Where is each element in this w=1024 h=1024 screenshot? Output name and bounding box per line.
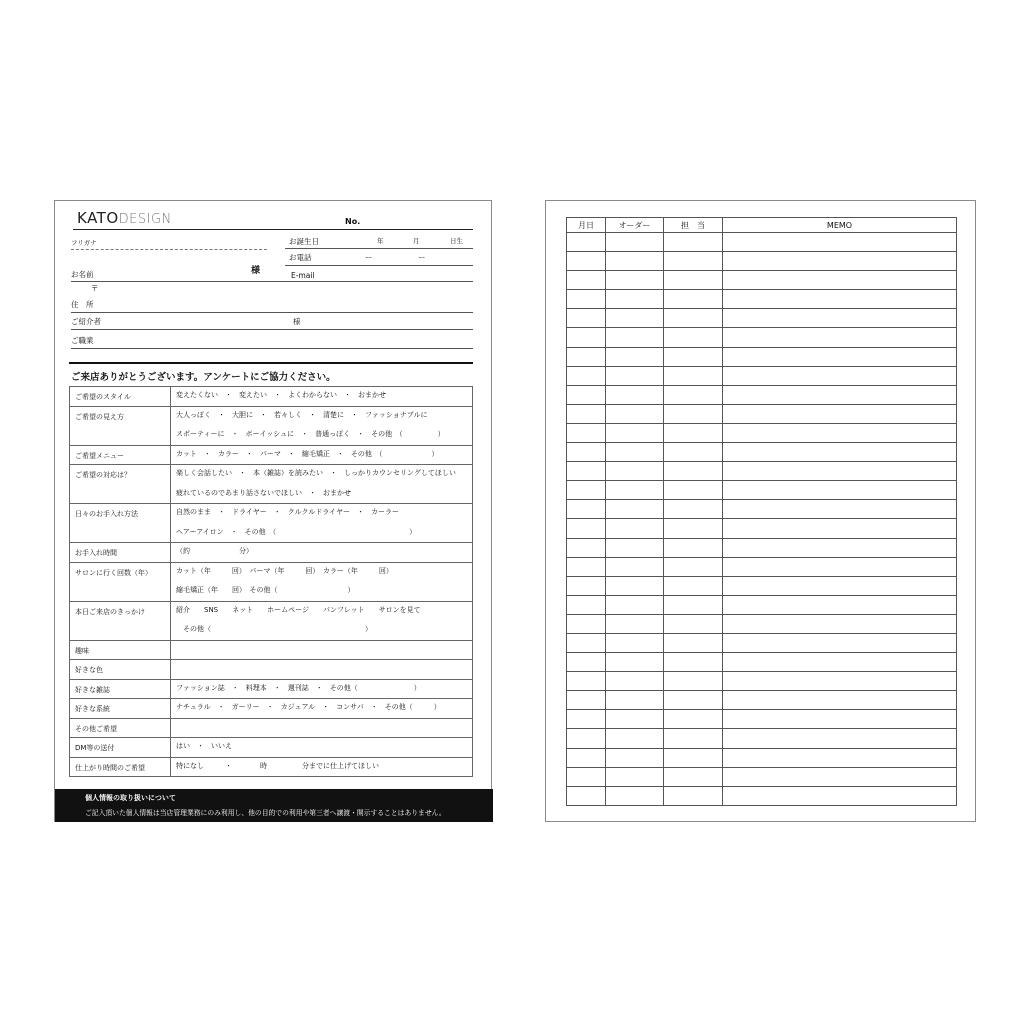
memo-cell[interactable] (723, 519, 957, 538)
privacy-footer (55, 789, 493, 822)
survey-table (69, 386, 473, 777)
memo-cell[interactable] (664, 462, 723, 481)
memo-cell[interactable] (723, 271, 957, 290)
memo-cell[interactable] (606, 271, 664, 290)
survey-question: 好きな色 (70, 660, 171, 680)
survey-question: DM等の送付 (70, 738, 171, 758)
survey-options[interactable] (171, 504, 473, 543)
survey-options[interactable] (171, 387, 473, 407)
survey-options[interactable] (171, 718, 473, 738)
memo-row (567, 557, 957, 576)
memo-row (567, 481, 957, 500)
memo-cell[interactable] (723, 252, 957, 271)
name-label: お名前 (71, 270, 94, 279)
memo-column-header: 担 当 (664, 218, 723, 233)
survey-row (70, 406, 473, 445)
memo-cell[interactable] (664, 366, 723, 385)
memo-cell[interactable] (664, 767, 723, 786)
survey-row (70, 387, 473, 407)
memo-cell[interactable] (606, 729, 664, 748)
number-label: No. (345, 217, 361, 226)
survey-question: ご希望の見え方 (70, 406, 171, 445)
memo-cell[interactable] (567, 557, 606, 576)
memo-cell[interactable] (664, 328, 723, 347)
memo-cell[interactable] (606, 462, 664, 481)
furigana-label: フリガナ (71, 239, 97, 247)
survey-options[interactable] (171, 465, 473, 504)
memo-cell[interactable] (664, 672, 723, 691)
memo-cell[interactable] (606, 748, 664, 767)
survey-option-line: 特になし ・ 時 分までに仕上げてほしい (176, 761, 379, 770)
brand-logo: KATODESIGN (77, 209, 172, 227)
survey-question: お手入れ時間 (70, 543, 171, 563)
survey-question: 日々のお手入れ方法 (70, 504, 171, 543)
survey-options[interactable] (171, 699, 473, 719)
memo-cell[interactable] (723, 500, 957, 519)
survey-row (70, 718, 473, 738)
memo-row (567, 233, 957, 252)
memo-row (567, 633, 957, 652)
memo-cell[interactable] (606, 576, 664, 595)
memo-cell[interactable] (664, 538, 723, 557)
memo-row (567, 576, 957, 595)
memo-cell[interactable] (567, 672, 606, 691)
memo-cell[interactable] (664, 633, 723, 652)
survey-question: 仕上がり時間のご希望 (70, 757, 171, 777)
memo-row (567, 404, 957, 423)
memo-cell[interactable] (606, 500, 664, 519)
memo-header-row (567, 218, 957, 233)
memo-cell[interactable] (664, 691, 723, 710)
memo-cell[interactable] (664, 271, 723, 290)
survey-question: 趣味 (70, 640, 171, 660)
memo-cell[interactable] (723, 653, 957, 672)
memo-cell[interactable] (723, 462, 957, 481)
memo-sheet (545, 200, 976, 822)
memo-cell[interactable] (723, 557, 957, 576)
memo-cell[interactable] (606, 767, 664, 786)
memo-cell[interactable] (567, 233, 606, 252)
referrer-label: ご紹介者 (71, 317, 101, 326)
memo-cell[interactable] (664, 748, 723, 767)
memo-cell[interactable] (567, 576, 606, 595)
memo-cell[interactable] (606, 233, 664, 252)
survey-row (70, 679, 473, 699)
birthday-line (285, 248, 473, 249)
memo-cell[interactable] (567, 748, 606, 767)
email-line (271, 281, 473, 282)
memo-cell[interactable] (723, 710, 957, 729)
survey-option-line: カット（年 回） パーマ（年 回） カラー（年 回） (176, 566, 393, 575)
survey-option-line: 紹介 SNS ネット ホームページ パンフレット サロンを見て (176, 605, 421, 614)
memo-row (567, 347, 957, 366)
survey-row (70, 699, 473, 719)
memo-cell[interactable] (723, 538, 957, 557)
memo-column-header: オーダー (606, 218, 664, 233)
email-label: E-mail (291, 271, 315, 280)
year-label: 年 (377, 237, 384, 245)
memo-cell[interactable] (606, 366, 664, 385)
survey-options[interactable] (171, 543, 473, 563)
memo-cell[interactable] (606, 614, 664, 633)
postal-mark: 〒 (91, 284, 99, 293)
memo-cell[interactable] (606, 633, 664, 652)
memo-cell[interactable] (723, 309, 957, 328)
memo-cell[interactable] (567, 653, 606, 672)
birthday-label: お誕生日 (289, 237, 319, 246)
survey-row (70, 757, 473, 777)
survey-option-line: 変えたくない ・ 変えたい ・ よくわからない ・ おまかせ (176, 391, 386, 399)
memo-cell[interactable] (567, 519, 606, 538)
survey-title: ご来店ありがとうございます。アンケートにご協力ください。 (71, 372, 336, 383)
memo-cell[interactable] (664, 614, 723, 633)
memo-cell[interactable] (567, 633, 606, 652)
memo-cell[interactable] (664, 786, 723, 805)
memo-cell[interactable] (606, 385, 664, 404)
survey-row (70, 640, 473, 660)
memo-row (567, 385, 957, 404)
memo-cell[interactable] (723, 481, 957, 500)
memo-cell[interactable] (664, 290, 723, 309)
memo-cell[interactable] (664, 595, 723, 614)
memo-cell[interactable] (606, 252, 664, 271)
survey-options[interactable] (171, 601, 473, 640)
memo-row (567, 595, 957, 614)
memo-row (567, 614, 957, 633)
memo-row (567, 500, 957, 519)
memo-cell[interactable] (723, 614, 957, 633)
month-label: 月 (413, 237, 420, 245)
memo-cell[interactable] (567, 462, 606, 481)
memo-row (567, 328, 957, 347)
memo-row (567, 423, 957, 442)
memo-row (567, 366, 957, 385)
memo-row (567, 748, 957, 767)
survey-options[interactable] (171, 562, 473, 601)
memo-cell[interactable] (723, 633, 957, 652)
memo-cell[interactable] (567, 595, 606, 614)
memo-cell[interactable] (664, 710, 723, 729)
memo-row (567, 653, 957, 672)
memo-cell[interactable] (664, 481, 723, 500)
memo-cell[interactable] (606, 519, 664, 538)
memo-cell[interactable] (567, 423, 606, 442)
survey-option-line: ファッション誌 ・ 料理本 ・ 週刊誌 ・ その他（ ） (176, 683, 421, 692)
phone-label: お電話 (289, 253, 312, 262)
memo-row (567, 691, 957, 710)
survey-question: 好きな系統 (70, 699, 171, 719)
memo-cell[interactable] (567, 404, 606, 423)
memo-cell[interactable] (606, 423, 664, 442)
survey-options[interactable] (171, 660, 473, 680)
memo-cell[interactable] (664, 309, 723, 328)
memo-cell[interactable] (606, 404, 664, 423)
memo-cell[interactable] (664, 404, 723, 423)
memo-cell[interactable] (567, 500, 606, 519)
memo-cell[interactable] (723, 767, 957, 786)
memo-cell[interactable] (567, 385, 606, 404)
survey-row (70, 445, 473, 465)
memo-cell[interactable] (567, 328, 606, 347)
survey-question: サロンに行く回数（年） (70, 562, 171, 601)
occupation-line (71, 348, 473, 349)
memo-cell[interactable] (567, 271, 606, 290)
memo-row (567, 271, 957, 290)
memo-cell[interactable] (606, 290, 664, 309)
memo-cell[interactable] (567, 481, 606, 500)
survey-question: ご希望の対応は？ (70, 465, 171, 504)
memo-row (567, 290, 957, 309)
memo-cell[interactable] (567, 691, 606, 710)
memo-column-header: MEMO (723, 218, 957, 233)
memo-cell[interactable] (723, 786, 957, 805)
memo-cell[interactable] (606, 347, 664, 366)
memo-cell[interactable] (567, 290, 606, 309)
memo-cell[interactable] (567, 729, 606, 748)
memo-cell[interactable] (567, 443, 606, 462)
memo-cell[interactable] (723, 290, 957, 309)
memo-row (567, 786, 957, 805)
occupation-label: ご職業 (71, 336, 94, 345)
memo-cell[interactable] (723, 691, 957, 710)
memo-cell[interactable] (606, 309, 664, 328)
survey-row (70, 601, 473, 640)
memo-cell[interactable] (664, 252, 723, 271)
memo-cell[interactable] (723, 595, 957, 614)
memo-cell[interactable] (664, 443, 723, 462)
memo-row (567, 309, 957, 328)
survey-question: ご希望のスタイル (70, 387, 171, 407)
survey-option-line: 大人っぽく ・ 大胆に ・ 若々しく ・ 清楚に ・ ファッショナブルに (176, 410, 428, 419)
memo-cell[interactable] (606, 710, 664, 729)
survey-option-line: 楽しく会話したい ・ 本（雑誌）を読みたい ・ しっかりカウンセリングしてほしい (176, 469, 456, 477)
memo-cell[interactable] (723, 233, 957, 252)
survey-option-line: はい ・ いいえ (176, 742, 232, 750)
referrer-honorific: 様 (293, 317, 301, 326)
memo-cell[interactable] (606, 595, 664, 614)
survey-option-line: ヘアーアイロン ・ その他 （ ） (176, 527, 417, 536)
referrer-line (71, 329, 473, 330)
memo-cell[interactable] (723, 366, 957, 385)
memo-cell[interactable] (723, 576, 957, 595)
survey-option-line: ナチュラル ・ ガーリー ・ カジュアル ・ コンサバ ・ その他（ ） (176, 703, 441, 711)
survey-option-line: その他（ ） (176, 625, 372, 633)
memo-cell[interactable] (567, 309, 606, 328)
memo-cell[interactable] (606, 653, 664, 672)
memo-cell[interactable] (606, 481, 664, 500)
memo-row (567, 538, 957, 557)
customer-form-sheet (54, 200, 492, 822)
memo-cell[interactable] (723, 672, 957, 691)
memo-row (567, 729, 957, 748)
phone-dash-1: ー (365, 253, 373, 262)
name-honorific: 様 (251, 266, 261, 276)
memo-cell[interactable] (567, 347, 606, 366)
survey-question: ご希望メニュー (70, 445, 171, 465)
memo-cell[interactable] (664, 557, 723, 576)
memo-cell[interactable] (664, 519, 723, 538)
address-label: 住 所 (71, 300, 94, 309)
day-label: 日生 (450, 237, 463, 245)
memo-cell[interactable] (664, 385, 723, 404)
memo-cell[interactable] (567, 710, 606, 729)
memo-cell[interactable] (664, 576, 723, 595)
survey-options[interactable] (171, 406, 473, 445)
address-line (71, 312, 473, 313)
survey-question: 本日ご来店のきっかけ (70, 601, 171, 640)
memo-cell[interactable] (606, 691, 664, 710)
memo-cell[interactable] (664, 233, 723, 252)
name-line (71, 281, 271, 282)
privacy-text: ご記入頂いた個人情報は当店管理業務にのみ利用し、他の目的での利用や第三者へ譲渡・開示することはありません。 (85, 809, 446, 817)
memo-row (567, 672, 957, 691)
section-divider (69, 362, 473, 364)
survey-options[interactable] (171, 738, 473, 758)
phone-line (285, 265, 473, 266)
memo-cell[interactable] (567, 614, 606, 633)
memo-cell[interactable] (664, 423, 723, 442)
memo-cell[interactable] (664, 500, 723, 519)
memo-row (567, 462, 957, 481)
survey-row (70, 738, 473, 758)
survey-options[interactable] (171, 445, 473, 465)
memo-cell[interactable] (723, 328, 957, 347)
survey-question: その他ご希望 (70, 718, 171, 738)
survey-option-line: 疲れているのであまり話さないでほしい ・ おまかせ (176, 488, 351, 497)
memo-cell[interactable] (567, 252, 606, 271)
survey-options[interactable] (171, 640, 473, 660)
memo-cell[interactable] (664, 653, 723, 672)
survey-option-line: 縮毛矯正（年 回） その他（ ） (176, 586, 355, 594)
survey-row (70, 465, 473, 504)
survey-option-line: （約 分） (176, 547, 253, 555)
memo-cell[interactable] (606, 538, 664, 557)
phone-dash-2: ー (418, 253, 426, 262)
survey-options[interactable] (171, 757, 473, 777)
survey-option-line: カット ・ カラー ・ パーマ ・ 縮毛矯正 ・ その他 （ ） (176, 449, 439, 458)
survey-option-line: スポーティーに ・ ボーイッシュに ・ 普通っぽく ・ その他 （ ） (176, 430, 445, 438)
memo-row (567, 710, 957, 729)
memo-cell[interactable] (567, 767, 606, 786)
memo-row (567, 443, 957, 462)
privacy-title: 個人情報の取り扱いについて (85, 794, 176, 802)
memo-cell[interactable] (723, 347, 957, 366)
memo-cell[interactable] (606, 443, 664, 462)
memo-column-header: 月日 (567, 218, 606, 233)
memo-cell[interactable] (723, 423, 957, 442)
memo-cell[interactable] (723, 748, 957, 767)
survey-option-line: 自然のまま ・ ドライヤー ・ クルクルドライヤー ・ カーラー (176, 508, 400, 516)
memo-cell[interactable] (723, 385, 957, 404)
memo-cell[interactable] (606, 328, 664, 347)
survey-question: 好きな雑誌 (70, 679, 171, 699)
memo-cell[interactable] (606, 786, 664, 805)
header-rule (73, 229, 473, 230)
memo-row (567, 519, 957, 538)
furigana-line (71, 249, 267, 250)
memo-row (567, 252, 957, 271)
memo-cell[interactable] (723, 443, 957, 462)
survey-row (70, 504, 473, 543)
memo-cell[interactable] (723, 729, 957, 748)
memo-cell[interactable] (723, 404, 957, 423)
memo-cell[interactable] (567, 786, 606, 805)
memo-cell[interactable] (567, 366, 606, 385)
memo-cell[interactable] (606, 672, 664, 691)
memo-cell[interactable] (567, 538, 606, 557)
survey-row (70, 562, 473, 601)
survey-row (70, 660, 473, 680)
memo-cell[interactable] (664, 347, 723, 366)
memo-row (567, 767, 957, 786)
memo-cell[interactable] (664, 729, 723, 748)
memo-table (566, 217, 957, 806)
survey-options[interactable] (171, 679, 473, 699)
survey-row (70, 543, 473, 563)
memo-cell[interactable] (606, 557, 664, 576)
